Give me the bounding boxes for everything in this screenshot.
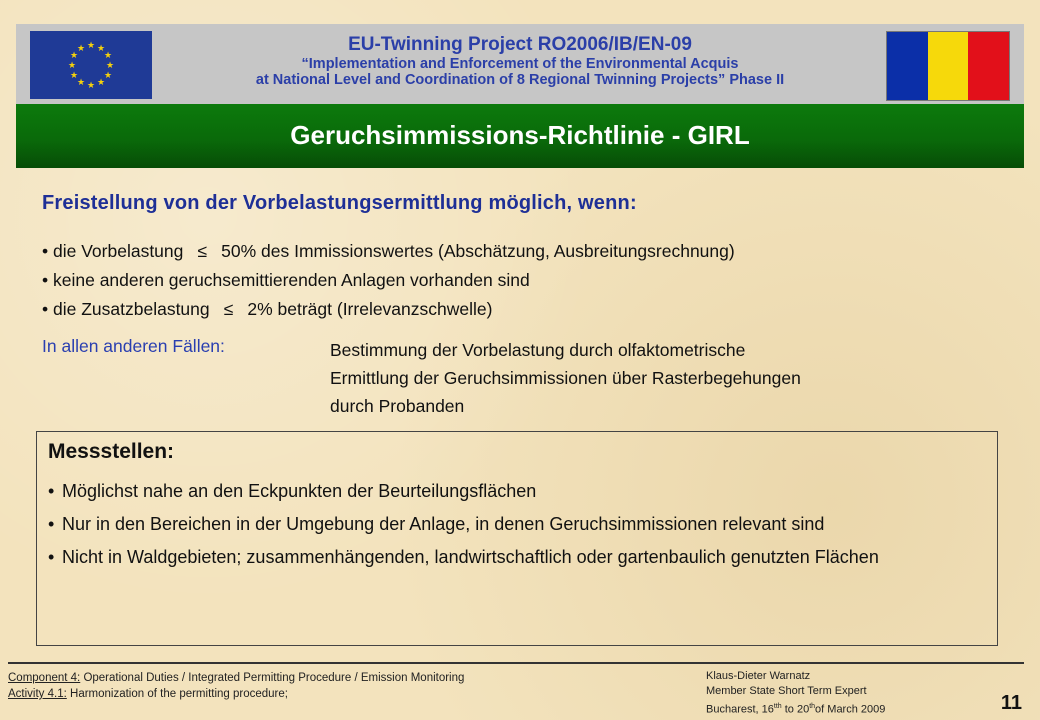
eu-flag-icon [30, 31, 152, 99]
project-title: EU-Twinning Project RO2006/IB/EN-09 [348, 34, 692, 55]
project-subtitle-line1: “Implementation and Enforcement of the Environmental Acquis [301, 56, 739, 72]
less-equal-symbol: ≤ [197, 241, 208, 261]
svg-text:★: ★ [86, 81, 96, 91]
measuring-points-title: Messstellen: [48, 440, 175, 463]
author-name: Klaus-Dieter Warnatz [706, 670, 811, 682]
other-cases-label: In allen anderen Fällen: [42, 336, 225, 356]
slide-title: Geruchsimmissions-Richtlinie - GIRL [290, 120, 750, 150]
section-heading: Freistellung von der Vorbelastungsermittlung möglich, wenn: [42, 192, 637, 214]
condition-list [42, 237, 1002, 324]
footer-divider [8, 662, 1024, 664]
svg-text:★: ★ [67, 61, 77, 71]
project-subtitle-line2: at National Level and Coordination of 8 Regional Twinning Projects” Phase II [255, 72, 785, 88]
svg-text:★: ★ [69, 51, 79, 61]
svg-text:★: ★ [86, 41, 96, 51]
measuring-points-list [48, 478, 978, 577]
author-role: Member State Short Term Expert [706, 685, 867, 697]
list-item: • Möglichst nahe an den Eckpunkten der Beurteilungsflächen [48, 481, 537, 501]
list-item: • Nicht in Waldgebieten; zusammenhängenden, landwirtschaftlich oder gartenbaulich genutzten Flächen [48, 547, 879, 567]
footer-author-info [706, 669, 885, 718]
list-item: • Nur in den Bereichen in der Umgebung der Anlage, in denen Geruchsimmissionen relevant sind [48, 514, 825, 534]
svg-text:★: ★ [105, 61, 115, 71]
page-number: 11 [1000, 692, 1022, 714]
svg-text:★: ★ [69, 71, 79, 81]
list-item: • die Vorbelastung ≤ 50% des Immissionswertes (Abschätzung, Ausbreitungsrechnung) [42, 237, 1002, 266]
list-item: • keine anderen geruchsemittierenden Anlagen vorhanden sind [42, 270, 530, 290]
project-subtitle [160, 56, 880, 88]
footer-component-info: Component 4: Operational Duties / Integrated Permitting Procedure / Emission Monitoring Activity 4.1: Harmonization of the permitting procedure; [8, 672, 465, 700]
list-item: • die Zusatzbelastung ≤ 2% beträgt (Irrelevanzschwelle) [42, 295, 1002, 324]
less-equal-symbol: ≤ [223, 299, 234, 319]
other-cases-text: Bestimmung der Vorbelastung durch olfaktometrische Ermittlung der Geruchsimmissionen über Rasterbegehungen durch Probanden [330, 340, 801, 416]
romania-flag-icon [886, 31, 1010, 101]
svg-text:★: ★ [76, 44, 86, 54]
svg-text:★: ★ [76, 78, 86, 88]
svg-text:★: ★ [96, 78, 106, 88]
svg-text:★: ★ [103, 51, 113, 61]
svg-text:★: ★ [96, 44, 106, 54]
svg-text:★: ★ [103, 71, 113, 81]
date-line: Bucharest, $16^{tth}$ to 20thof March 2009 [706, 703, 886, 716]
